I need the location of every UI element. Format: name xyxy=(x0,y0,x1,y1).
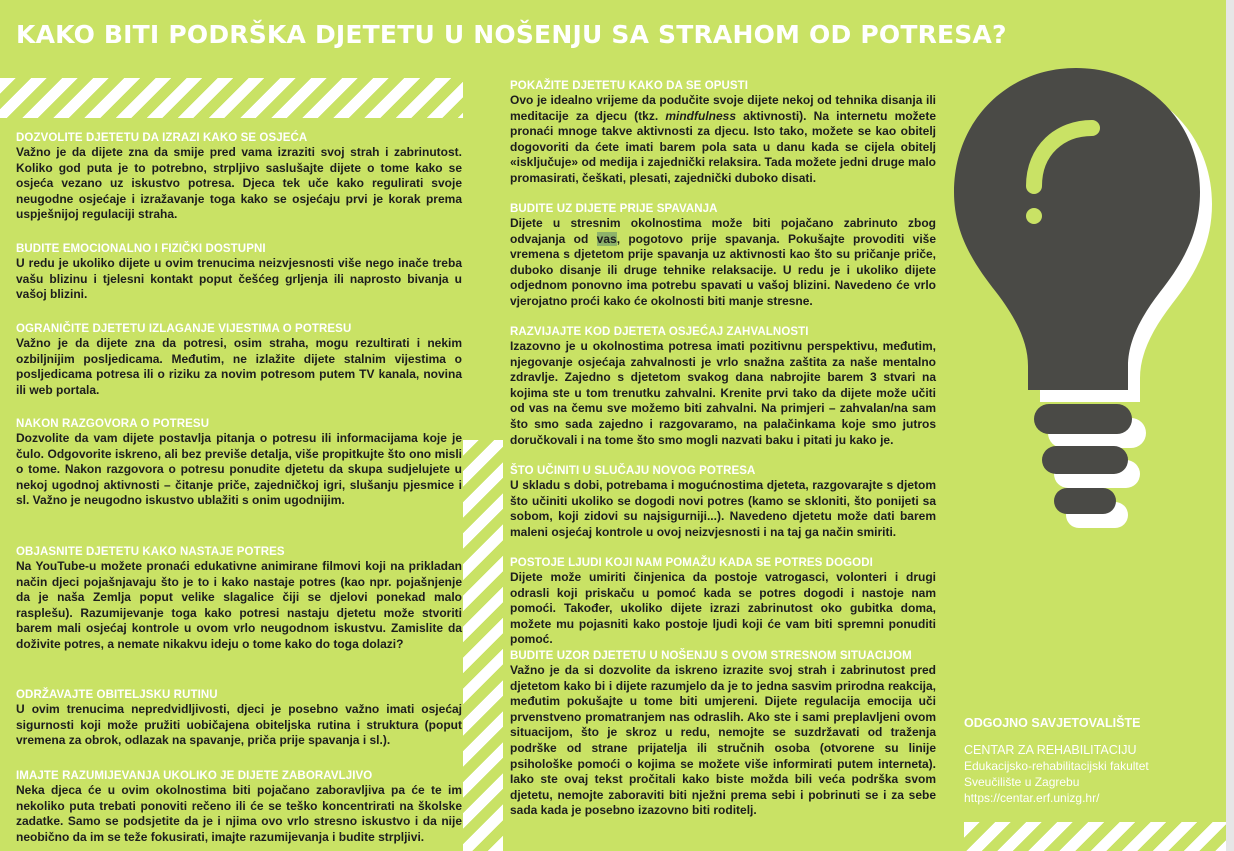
section-limit-news xyxy=(16,322,462,398)
footer-website-link[interactable]: https://centar.erf.unizg.hr/ xyxy=(964,791,1100,805)
section-new-earthquake xyxy=(510,464,936,540)
body-part: aktivnosti). Na internetu možete pronaći mnoge takve aktivnosti za djecu. Isto tako, možete se kao obitelj dogovoriti da ćete imati barem pola sata u danu kada se cijela obitelj «isključuje» od medija i zajednički relaksira. Tada možete jedni druge malo promasirati, češkati, plesati, zajednički duboko disati. xyxy=(510,108,936,185)
highlighted-word: vas xyxy=(596,231,617,246)
section-heading: BUDITE EMOCIONALNO I FIZIČKI DOSTUPNI xyxy=(16,243,266,255)
light-bulb-icon xyxy=(950,58,1212,548)
vertical-scrollbar[interactable] xyxy=(1226,0,1234,851)
section-heading: OBJASNITE DJETETU KAKO NASTAJE POTRES xyxy=(16,546,285,558)
body-part: Dijete u stresnim okolnostima može biti pojačano zabrinuto zbog odvajanja od xyxy=(510,216,936,246)
footer-faculty: Edukacijsko-rehabilitacijski fakultet xyxy=(964,759,1149,773)
section-role-model xyxy=(510,649,936,819)
section-helpers xyxy=(510,556,936,648)
section-body: Važno je da dijete zna da smije pred vama izraziti svoj strah i zabrinutost. Koliko god puta je to potrebno, strpljivo saslušajte dijete o tome kako se osjeća vezano uz iskustvo potresa. Djeca tek uče kako regulirati svoje neugodne osjećaje i izražavanje toga kako se osjećaju prvi je korak prema uspješnijoj regulaciji straha. xyxy=(16,145,462,222)
section-body xyxy=(510,93,936,187)
footer-heading: ODGOJNO SAVJETOVALIŠTE xyxy=(964,716,1141,730)
section-heading: DOZVOLITE DJETETU DA IZRAZI KAKO SE OSJEĆA xyxy=(16,132,308,144)
section-routine xyxy=(16,688,462,749)
section-body: Dijete može umiriti činjenica da postoje vatrogasci, volonteri i drugi odrasli koji priskaču u pomoć kada se potres dogodi i nastoje nam pomoći. Također, ukoliko dijete izrazi zabrinutost oko gubitka doma, možete mu pojasniti kako postoje ljudi koji će vam biti spremni ponuditi pomoć. xyxy=(510,570,936,647)
section-forgetful xyxy=(16,769,462,845)
section-body: U redu je ukoliko dijete u ovim trenucima neizvjesnosti više nego inače treba vašu blizinu i tjelesni kontakt poput češćeg grljenja ili naprosto bivanja u vašoj blizini. xyxy=(16,256,462,302)
section-body xyxy=(510,216,936,310)
stripe-band-middle xyxy=(463,440,503,851)
section-explain-earthquake xyxy=(16,545,462,653)
section-body: Izazovno je u okolnostima potresa imati pozitivnu perspektivu, međutim, njegovanje osjećaja zahvalnosti je vrlo snažna zaštita za naše mentalno zdravlje. Zajedno s djetetom svakog dana nabrojite barem 3 stvari na kojima ste u tom trenutku zahvalni. Krenite prvi tako da dijete može učiti od vas na čemu sve možemo biti zahvalni. Na primjeri – zahvalan/na sam što smo sada zajedno i razgovaramo, na palačinkama koje smo jutros doručkovali i na tome što smo mogli nazvati baku i pitati ju kako je. xyxy=(510,339,936,447)
section-after-conversation xyxy=(16,417,462,509)
section-heading: NAKON RAZGOVORA O POTRESU xyxy=(16,418,210,430)
section-relax xyxy=(510,79,936,187)
stripe-band-top-left xyxy=(0,78,463,118)
section-express-feelings xyxy=(16,131,462,223)
section-heading: POSTOJE LJUDI KOJI NAM POMAŽU KADA SE POTRES DOGODI xyxy=(510,557,873,569)
bulb-glint-dot xyxy=(1026,208,1042,224)
section-available xyxy=(16,242,462,303)
section-heading: IMAJTE RAZUMIJEVANJA UKOLIKO JE DIJETE ZABORAVLJIVO xyxy=(16,770,373,782)
section-heading: ODRŽAVAJTE OBITELJSKU RUTINU xyxy=(16,689,218,701)
section-body: Važno je da si dozvolite da iskreno izrazite svoj strah i zabrinutost pred djetetom kako bi i dijete razumjelo da je to jedna sasvim prirodna reakcija, međutim pokušajte u tome biti umjereni. Dijete regulacija emocija uči prvenstveno promatranjem nas odraslih. Ako ste i sami preplavljeni ovom situacijom, što je skroz u redu, nemojte se suzdržavati od traženja podrške od strane prijatelja ili stručnih osoba (otvorene su linije psihološke pomoći o kojima se možete više informirati putem interneta). Iako ste ovaj tekst pročitali kako biste možda bili veća podrška svom djetetu, nemojte zaboraviti biti nježni prema sebi i pobrinuti se i za sebe sada kada je posebno izazovno biti roditelj. xyxy=(510,663,936,818)
section-heading: OGRANIČITE DJETETU IZLAGANJE VIJESTIMA O POTRESU xyxy=(16,323,352,335)
page-title: KAKO BITI PODRŠKA DJETETU U NOŠENJU SA STRAHOM OD POTRESA? xyxy=(16,20,1007,49)
footer-contact xyxy=(964,716,1214,806)
section-body: Neka djeca će u ovim okolnostima biti pojačano zaboravljiva pa će te im nekoliko puta trebati ponoviti rečeno ili će se teško koncentrirati na školske zadatke. Samo se podsjetite da je i njima ovo vrlo stresno iskustvo i da nije neobično da im se teže fokusirati, imajte razumijevanja i budite strpljivi. xyxy=(16,783,462,844)
section-heading: POKAŽITE DJETETU KAKO DA SE OPUSTI xyxy=(510,80,749,92)
stripe-band-bottom-right xyxy=(964,822,1226,851)
section-heading: BUDITE UZ DIJETE PRIJE SPAVANJA xyxy=(510,203,718,215)
body-part: , pogotovo prije spavanja. Pokušajte provoditi više vremena s djetetom prije spavanja uz aktivnosti kao što su pričanje priče, duboko disanje ili druge tehnike relaksacije. U redu je i ukoliko dijete odjednom ponovno ima potrebu spavati u vašoj blizini. Navedeno će vrlo vjerojatno proći kako će okolnosti biti manje stresne. xyxy=(510,231,936,308)
footer-university: Sveučilište u Zagrebu xyxy=(964,775,1080,789)
footer-organization: CENTAR ZA REHABILITACIJU xyxy=(964,743,1137,757)
section-body: U ovim trenucima nepredvidljivosti, djeci je posebno važno imati osjećaj sigurnosti koji može pružiti uobičajena obiteljska rutina i struktura (poput vremena za obrok, odlazak na spavanje, priča prije spavanja i sl.). xyxy=(16,702,462,748)
section-body: Dozvolite da vam dijete postavlja pitanja o potresu ili informacijama koje je čulo. Odgovorite iskreno, ali bez previše detalja, više propitkujte što ono misli o tome. Nakon razgovora o potresu ponudite djetetu da skupa sudjelujete u nekoj ugodnoj aktivnosti – čitanje priče, zajedničkoj igri, slušanju pjesmice i sl. Važno je neugodno iskustvo ublažiti s onim ugodnijim. xyxy=(16,431,462,508)
body-emphasis: mindfulness xyxy=(665,108,737,123)
section-heading: BUDITE UZOR DJETETU U NOŠENJU S OVOM STRESNOM SITUACIJOM xyxy=(510,650,912,662)
section-heading: RAZVIJAJTE KOD DJETETA OSJEĆAJ ZAHVALNOSTI xyxy=(510,326,809,338)
section-body: Na YouTube-u možete pronaći edukativne animirane filmovi koji na prikladan način djeci pojašnjavaju što je to i kako nastaje potres (kao npr. pojašnjenje da je naša Zemlja poput velike slagalice čiji se djelovi ponekad malo rasplešu). Razumijevanje toga kako potresi nastaju djetetu može stvoriti barem mali osjećaj kontrole u ovom vrlo neugodnom iskustvu. Zamislite da doživite potres, a nemate nikakvu ideju o tome kako do toga dolazi? xyxy=(16,559,462,651)
section-heading: ŠTO UČINITI U SLUČAJU NOVOG POTRESA xyxy=(510,465,756,477)
body-part: Ovo je idealno vrijeme da podučite svoje dijete nekoj od tehnika disanja ili meditacije za djecu (tkz. xyxy=(510,93,936,123)
section-body: U skladu s dobi, potrebama i mogućnostima djeteta, razgovarajte s djetom što učiniti ukoliko se dogodi novi potres (kamo se skloniti, što ponijeti sa sobom, koji zidovi su najsigurniji...). Navedeno djetetu može dati barem maleni osjećaj kontrole u ovoj neizvjesnosti i na taj ga način smiriti. xyxy=(510,478,936,539)
section-bedtime xyxy=(510,202,936,310)
section-body: Važno je da dijete zna da potresi, osim straha, mogu rezultirati i nekim ozbiljnijim posljedicama. Međutim, ne izlažite dijete stalnim vijestima o posljedicama potresa ili o riziku za novim potresom putem TV kanala, novina ili web portala. xyxy=(16,336,462,397)
section-gratitude xyxy=(510,325,936,448)
